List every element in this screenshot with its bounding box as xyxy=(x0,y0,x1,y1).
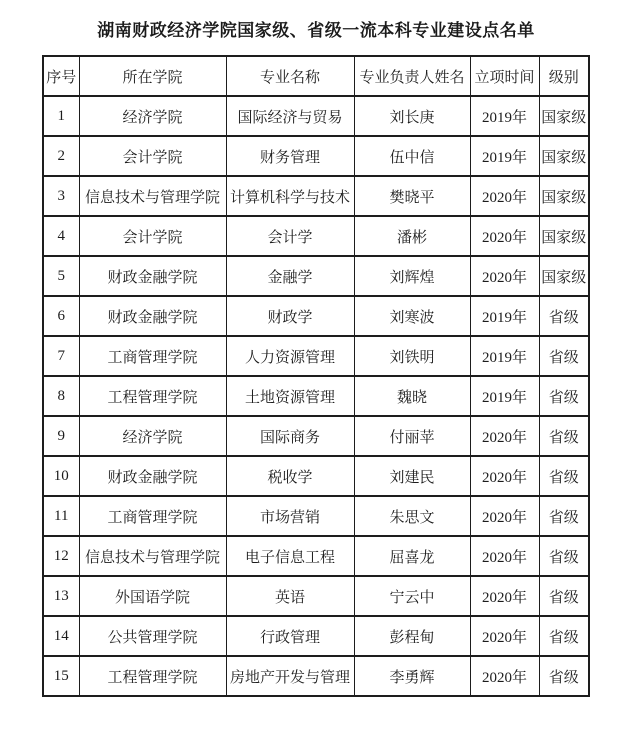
table-cell: 14 xyxy=(43,616,79,656)
table-cell: 财政金融学院 xyxy=(79,296,226,336)
page-title: 湖南财政经济学院国家级、省级一流本科专业建设点名单 xyxy=(97,21,535,40)
majors-table xyxy=(42,55,590,697)
table-cell: 2019年 xyxy=(470,296,539,336)
table-cell: 省级 xyxy=(539,576,589,616)
table-cell: 3 xyxy=(43,176,79,216)
table-cell: 彭程甸 xyxy=(354,616,470,656)
table-cell: 会计学 xyxy=(226,216,354,256)
table-cell: 2020年 xyxy=(470,536,539,576)
table-cell: 2019年 xyxy=(470,96,539,136)
table-cell: 行政管理 xyxy=(226,616,354,656)
table-row xyxy=(43,96,589,136)
table-cell: 会计学院 xyxy=(79,136,226,176)
table-cell: 2020年 xyxy=(470,576,539,616)
table-row xyxy=(43,376,589,416)
table-cell: 工商管理学院 xyxy=(79,496,226,536)
table-cell: 省级 xyxy=(539,616,589,656)
table-cell: 税收学 xyxy=(226,456,354,496)
table-row xyxy=(43,656,589,696)
column-header: 专业名称 xyxy=(226,56,354,96)
table-row xyxy=(43,496,589,536)
table-cell: 省级 xyxy=(539,296,589,336)
table-cell: 土地资源管理 xyxy=(226,376,354,416)
table-row xyxy=(43,616,589,656)
table-cell: 李勇辉 xyxy=(354,656,470,696)
table-cell: 2020年 xyxy=(470,456,539,496)
table-cell: 8 xyxy=(43,376,79,416)
table-row xyxy=(43,136,589,176)
table-cell: 国际商务 xyxy=(226,416,354,456)
table-cell: 2019年 xyxy=(470,376,539,416)
table-cell: 12 xyxy=(43,536,79,576)
table-cell: 省级 xyxy=(539,336,589,376)
table-row xyxy=(43,176,589,216)
column-header: 所在学院 xyxy=(79,56,226,96)
table-cell: 财政金融学院 xyxy=(79,256,226,296)
table-cell: 10 xyxy=(43,456,79,496)
table-cell: 13 xyxy=(43,576,79,616)
table-cell: 人力资源管理 xyxy=(226,336,354,376)
table-cell: 省级 xyxy=(539,416,589,456)
table-cell: 伍中信 xyxy=(354,136,470,176)
table-cell: 省级 xyxy=(539,656,589,696)
table-cell: 公共管理学院 xyxy=(79,616,226,656)
table-cell: 财政学 xyxy=(226,296,354,336)
table-row xyxy=(43,296,589,336)
column-header: 立项时间 xyxy=(470,56,539,96)
table-cell: 6 xyxy=(43,296,79,336)
table-cell: 樊晓平 xyxy=(354,176,470,216)
table-row xyxy=(43,336,589,376)
table-cell: 国际经济与贸易 xyxy=(226,96,354,136)
table-header xyxy=(43,56,589,96)
table-cell: 付丽苹 xyxy=(354,416,470,456)
table-cell: 财务管理 xyxy=(226,136,354,176)
table-body xyxy=(43,96,589,696)
table-cell: 2 xyxy=(43,136,79,176)
table-cell: 市场营销 xyxy=(226,496,354,536)
table-cell: 省级 xyxy=(539,496,589,536)
table-cell: 经济学院 xyxy=(79,416,226,456)
table-cell: 5 xyxy=(43,256,79,296)
table-cell: 省级 xyxy=(539,376,589,416)
table-cell: 电子信息工程 xyxy=(226,536,354,576)
table-cell: 刘辉煌 xyxy=(354,256,470,296)
table-cell: 会计学院 xyxy=(79,216,226,256)
table-cell: 2020年 xyxy=(470,656,539,696)
table-cell: 2020年 xyxy=(470,496,539,536)
table-cell: 工程管理学院 xyxy=(79,376,226,416)
table-cell: 信息技术与管理学院 xyxy=(79,536,226,576)
table-cell: 2020年 xyxy=(470,256,539,296)
table-cell: 金融学 xyxy=(226,256,354,296)
table-cell: 英语 xyxy=(226,576,354,616)
table-cell: 省级 xyxy=(539,536,589,576)
table-cell: 15 xyxy=(43,656,79,696)
table-row xyxy=(43,416,589,456)
table-cell: 11 xyxy=(43,496,79,536)
table-cell: 2020年 xyxy=(470,616,539,656)
table-cell: 工程管理学院 xyxy=(79,656,226,696)
table-cell: 国家级 xyxy=(539,136,589,176)
table-cell: 7 xyxy=(43,336,79,376)
table-row xyxy=(43,256,589,296)
table-cell: 国家级 xyxy=(539,216,589,256)
table-cell: 刘铁明 xyxy=(354,336,470,376)
table-cell: 国家级 xyxy=(539,176,589,216)
table-cell: 2019年 xyxy=(470,136,539,176)
table-cell: 朱思文 xyxy=(354,496,470,536)
table-cell: 魏晓 xyxy=(354,376,470,416)
table-cell: 2020年 xyxy=(470,176,539,216)
table-cell: 房地产开发与管理 xyxy=(226,656,354,696)
table-cell: 4 xyxy=(43,216,79,256)
table-row xyxy=(43,216,589,256)
column-header: 专业负责人姓名 xyxy=(354,56,470,96)
table-cell: 信息技术与管理学院 xyxy=(79,176,226,216)
table-row xyxy=(43,536,589,576)
table-cell: 经济学院 xyxy=(79,96,226,136)
table-cell: 2020年 xyxy=(470,416,539,456)
table-cell: 2019年 xyxy=(470,336,539,376)
table-cell: 国家级 xyxy=(539,256,589,296)
table-cell: 外国语学院 xyxy=(79,576,226,616)
header-row xyxy=(43,56,589,96)
table-row xyxy=(43,456,589,496)
table-cell: 屈喜龙 xyxy=(354,536,470,576)
table-cell: 财政金融学院 xyxy=(79,456,226,496)
table-cell: 1 xyxy=(43,96,79,136)
table-cell: 刘建民 xyxy=(354,456,470,496)
table-cell: 2020年 xyxy=(470,216,539,256)
table-cell: 计算机科学与技术 xyxy=(226,176,354,216)
table-cell: 宁云中 xyxy=(354,576,470,616)
table-cell: 刘寒波 xyxy=(354,296,470,336)
column-header: 序号 xyxy=(43,56,79,96)
table-row xyxy=(43,576,589,616)
table-cell: 省级 xyxy=(539,456,589,496)
table-cell: 潘彬 xyxy=(354,216,470,256)
table-cell: 9 xyxy=(43,416,79,456)
table-cell: 刘长庚 xyxy=(354,96,470,136)
table-cell: 工商管理学院 xyxy=(79,336,226,376)
column-header: 级别 xyxy=(539,56,589,96)
table-cell: 国家级 xyxy=(539,96,589,136)
